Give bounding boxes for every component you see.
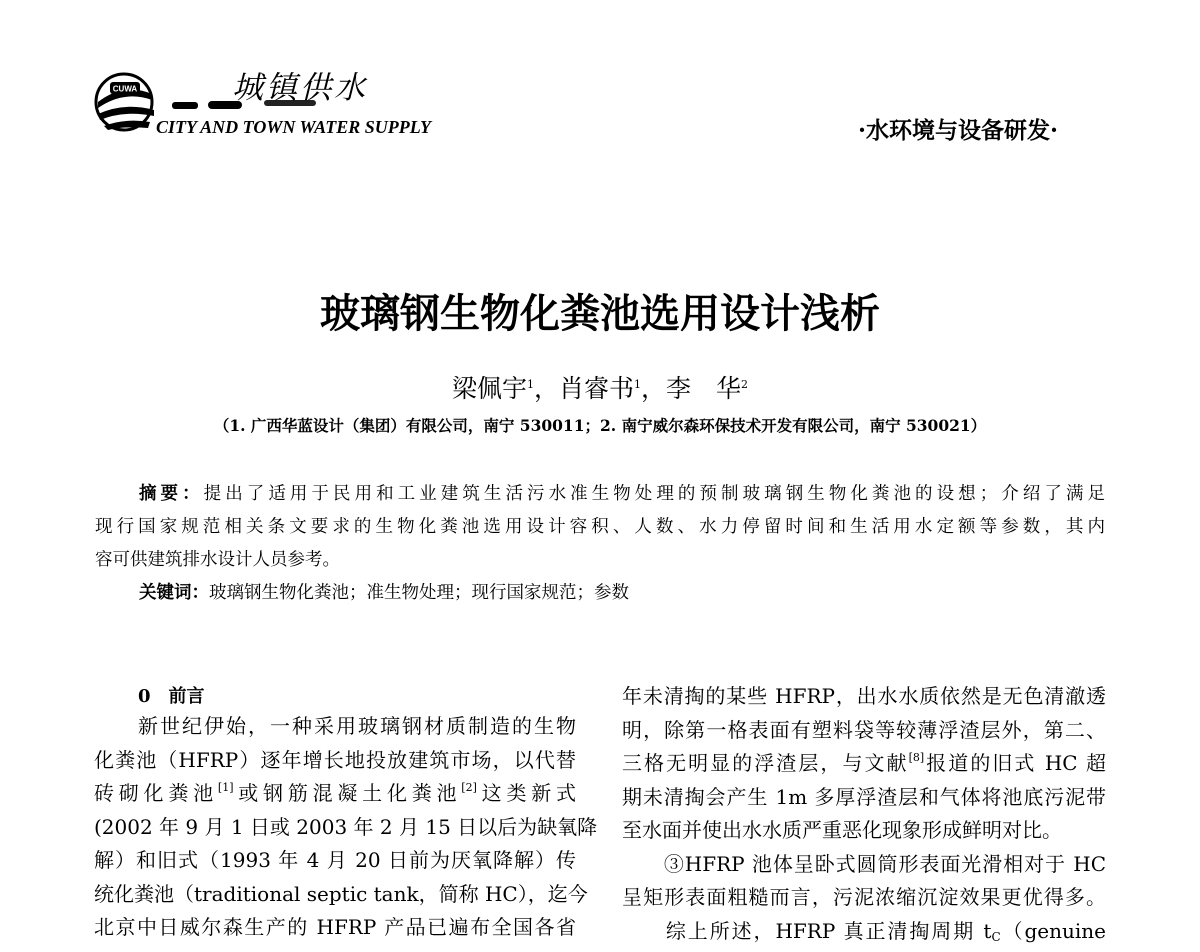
- author-list: 梁佩宇$^1$，肖睿书$^1$，李 华$^2$: [451, 374, 749, 403]
- abstract-line: [95, 478, 1105, 511]
- abstract-line: 现行国家规范相关条文要求的生物化粪池选用设计容积、人数、水力停留时间和生活用水定额等参数，其内: [95, 517, 1105, 537]
- citation-ref: [1]: [217, 781, 234, 794]
- body-line: 新世纪伊始，一种采用玻璃钢材质制造的生物: [94, 714, 576, 738]
- line-text: 或钢筋混凝土化粪池: [233, 781, 462, 805]
- body-line: 至水面并使出水水质严重恶化现象形成鲜明对比。: [622, 818, 1062, 842]
- body-line: [622, 915, 1106, 949]
- body-line: 统化粪池（traditional septic tank，简称 HC），迄今: [94, 881, 588, 906]
- line-text: 报道的旧式 HC 超: [924, 751, 1107, 775]
- keywords-label: 关键词：: [139, 583, 209, 603]
- line-text: （genuine: [1000, 918, 1107, 943]
- body-line: 解）和旧式（1993 年 4 月 20 日前为厌氧降解）传: [94, 848, 576, 872]
- keywords-text: 玻璃钢生物化粪池；准生物处理；现行国家规范；参数: [209, 583, 629, 603]
- body-line: (2002 年 9 月 1 日或 2003 年 2 月 15 日以后为缺氧降: [94, 814, 598, 839]
- line-text: 砖砌化粪池: [94, 781, 218, 805]
- cuwa-logo-icon: [94, 70, 158, 136]
- line-text: 三格无明显的浮渣层，与文献: [622, 751, 909, 775]
- body-line: [94, 777, 576, 811]
- line-text: 综上所述，HFRP 真正清掏周期 t: [622, 918, 992, 943]
- section-heading: 0 前言: [138, 686, 205, 707]
- body-line: ③HFRP 池体呈卧式圆筒形表面光滑相对于 HC: [622, 851, 1106, 876]
- keywords: [139, 579, 1099, 607]
- logo-text: CUWA: [112, 84, 138, 94]
- body-line: [622, 747, 1106, 781]
- journal-title-en: CITY AND TOWN WATER SUPPLY: [156, 117, 432, 137]
- body-line: 年未清掏的某些 HFRP，出水水质依然是无色清澈透: [622, 684, 1106, 708]
- abstract: [95, 478, 1105, 577]
- author-aff: 1: [526, 378, 534, 391]
- abstract-text: 提出了适用于民用和工业建筑生活污水准生物处理的预制玻璃钢生物化粪池的设想；介绍了满足: [203, 484, 1105, 504]
- body-line: 呈矩形表面粗糙而言，污泥浓缩沉淀效果更优得多。: [622, 885, 1106, 909]
- section-tag: ·水环境与设备研发·: [858, 117, 1059, 144]
- citation-ref: [8]: [908, 751, 925, 764]
- author-name: 李 华: [666, 374, 742, 403]
- abstract-line: 容可供建筑排水设计人员参考。: [95, 550, 340, 570]
- line-text: 这类新式: [476, 781, 577, 805]
- article-title: 玻璃钢生物化粪池选用设计浅析: [320, 290, 880, 337]
- citation-ref: [2]: [461, 781, 477, 794]
- body-line: 明，除第一格表面有塑料袋等较薄浮渣层外，第二、: [622, 717, 1106, 742]
- symbol-subscript: C: [991, 929, 1001, 944]
- body-column-left: [94, 710, 598, 945]
- body-line: 化粪池（HFRP）逐年增长地投放建筑市场，以代替: [94, 747, 576, 772]
- author-aff: 1: [634, 378, 641, 391]
- abstract-label: 摘要：: [139, 484, 204, 504]
- journal-title-cn: 城镇供水: [232, 70, 368, 106]
- body-column-right: [622, 680, 1106, 948]
- body-line: 北京中日威尔森生产的 HFRP 产品已遍布全国各省: [94, 915, 576, 939]
- author-name: 肖睿书: [558, 374, 634, 403]
- body-line: 期未清掏会产生 1m 多厚浮渣层和气体将池底污泥带: [622, 784, 1106, 809]
- affiliations: （1. 广西华蓝设计（集团）有限公司，南宁 530011；2. 南宁威尔森环保技术开发有限公司，南宁 530021）: [213, 416, 987, 435]
- author-name: 梁佩宇: [451, 374, 527, 403]
- author-aff: 2: [741, 378, 749, 391]
